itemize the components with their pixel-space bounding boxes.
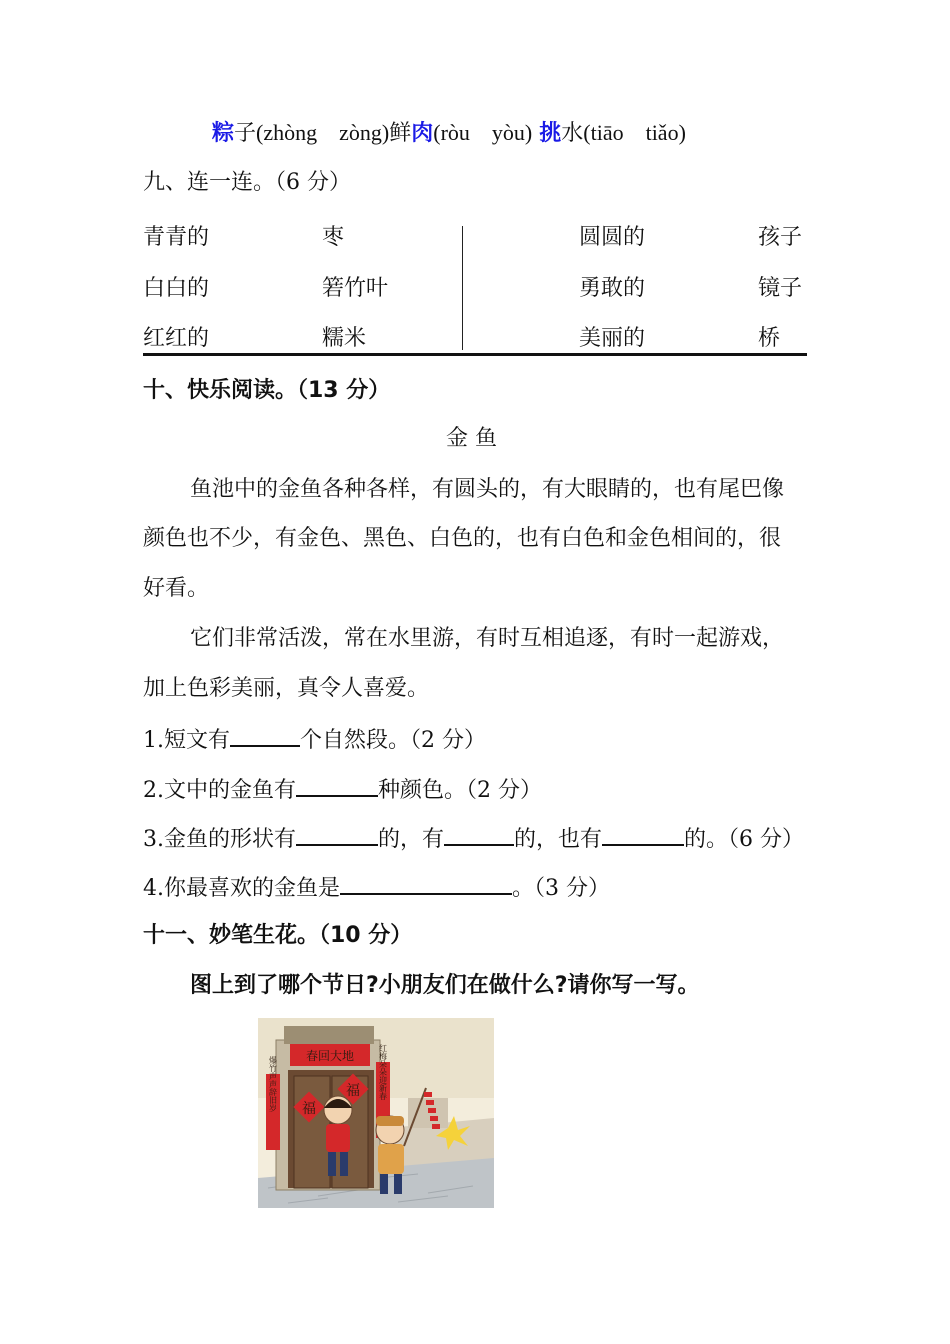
illustration-svg <box>258 1018 494 1208</box>
match-right-2-1[interactable]: 孩子 <box>758 225 803 250</box>
match-left-2-2[interactable]: 箬竹叶 <box>322 276 389 301</box>
word-rest-1: 子 <box>234 121 257 146</box>
section-10-title: 十、快乐阅读。（13 分） <box>143 378 391 403</box>
match-right-1-2[interactable]: 勇敢的 <box>579 276 646 301</box>
story-paragraph-2-line-2: 加上色彩美丽，真令人喜爱。 <box>143 676 430 701</box>
question-3-text-d: 的。（6 分） <box>684 827 805 852</box>
question-4 <box>143 871 610 904</box>
couplet-left-text: 爆竹声声辞旧岁 <box>268 1056 278 1112</box>
match-right-1-1[interactable]: 圆圆的 <box>579 225 646 250</box>
match-left-1-3[interactable]: 红红的 <box>143 326 210 351</box>
couplet-right-text: 红梅朵朵迎新春 <box>378 1044 388 1100</box>
spring-festival-illustration <box>258 1018 494 1208</box>
match-right-2-2[interactable]: 镜子 <box>758 276 803 301</box>
section-11-title: 十一、妙笔生花。（10 分） <box>143 923 413 948</box>
question-4-text-b: 。（3 分） <box>512 876 610 901</box>
match-right-2-3[interactable]: 桥 <box>758 326 781 351</box>
pinyin-target-char-3: 挑 <box>539 121 562 146</box>
pinyin-options-3: (tiāo tiǎo) <box>583 120 686 145</box>
match-bottom-rule <box>143 353 807 356</box>
question-4-text-a: 4.你最喜欢的金鱼是 <box>143 876 340 901</box>
question-2-text-a: 2.文中的金鱼有 <box>143 778 296 803</box>
fu-left-text: 福 <box>302 1101 316 1117</box>
match-divider <box>462 226 463 350</box>
word-prefix-2: 鲜 <box>389 121 412 146</box>
question-3-blank-3[interactable] <box>602 822 684 846</box>
question-3-text-a: 3.金鱼的形状有 <box>143 827 296 852</box>
question-1-text-b: 个自然段。（2 分） <box>300 728 486 753</box>
question-1-blank[interactable] <box>230 723 300 747</box>
match-left-1-2[interactable]: 白白的 <box>143 276 210 301</box>
section-9-title: 九、连一连。（6 分） <box>143 170 351 195</box>
pinyin-options-1: (zhòng zòng) <box>256 120 390 145</box>
question-4-blank[interactable] <box>340 871 512 895</box>
writing-prompt: 图上到了哪个节日?小朋友们在做什么?请你写一写。 <box>190 973 700 998</box>
story-paragraph-2-line-1: 它们非常活泼，常在水里游，有时互相追逐，有时一起游戏， <box>190 626 785 651</box>
match-right-1-3[interactable]: 美丽的 <box>579 326 646 351</box>
match-left-2-3[interactable]: 糯米 <box>322 326 367 351</box>
match-left-1-1[interactable]: 青青的 <box>143 225 210 250</box>
question-3-blank-2[interactable] <box>444 822 514 846</box>
question-3-text-c: 的，也有 <box>514 827 603 852</box>
question-2 <box>143 773 542 806</box>
story-paragraph-1-line-3: 好看。 <box>143 576 210 601</box>
banner-top-text: 春回大地 <box>305 1049 355 1063</box>
story-title: 金 鱼 <box>446 426 497 451</box>
pinyin-target-char-1: 粽 <box>212 121 235 146</box>
story-paragraph-1-line-1: 鱼池中的金鱼各种各样，有圆头的，有大眼睛的，也有尾巴像 <box>190 477 785 502</box>
question-2-blank[interactable] <box>296 773 378 797</box>
question-3-blank-1[interactable] <box>296 822 378 846</box>
word-rest-3: 水 <box>561 121 584 146</box>
question-1 <box>143 723 486 756</box>
question-3-text-b: 的，有 <box>378 827 445 852</box>
pinyin-target-char-2: 肉 <box>411 121 434 146</box>
fu-right-text: 福 <box>346 1083 360 1099</box>
pinyin-options-2: (ròu yòu) <box>433 120 533 145</box>
question-2-text-b: 种颜色。（2 分） <box>378 778 542 803</box>
story-paragraph-1-line-2: 颜色也不少，有金色、黑色、白色的，也有白色和金色相间的，很 <box>143 526 782 551</box>
pinyin-choice-line <box>212 118 686 149</box>
question-1-text-a: 1.短文有 <box>143 728 230 753</box>
question-3 <box>143 822 804 855</box>
match-left-2-1[interactable]: 枣 <box>322 225 345 250</box>
